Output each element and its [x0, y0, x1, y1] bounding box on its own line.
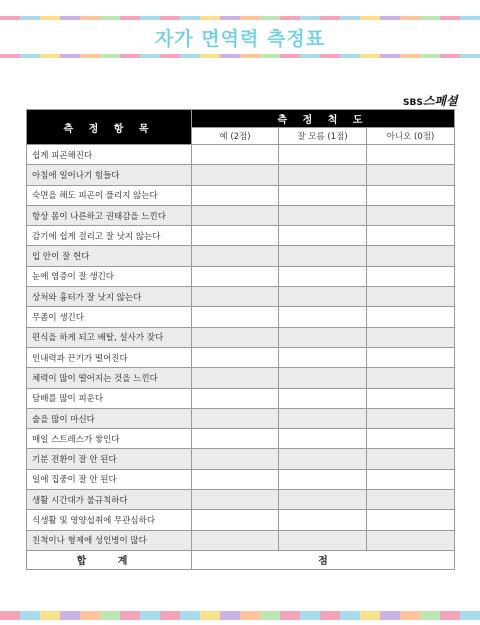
- answer-cell-yes[interactable]: [192, 246, 279, 266]
- logo-script: 스페셜: [422, 94, 458, 108]
- answer-cell-no[interactable]: [367, 246, 455, 266]
- checklist-item-label: 아침에 일어나기 힘들다: [27, 165, 192, 185]
- stripe-segment: [360, 611, 380, 620]
- stripe-segment: [60, 611, 80, 620]
- stripe-segment: [20, 611, 40, 620]
- stripe-segment: [260, 54, 280, 58]
- stripe-segment: [440, 54, 460, 58]
- stripe-segment: [60, 54, 80, 58]
- answer-cell-yes[interactable]: [192, 429, 279, 449]
- stripe-segment: [320, 611, 340, 620]
- stripe-segment: [380, 611, 400, 620]
- answer-cell-no[interactable]: [367, 469, 455, 489]
- stripe-segment: [320, 16, 340, 20]
- answer-cell-unsure[interactable]: [279, 469, 367, 489]
- bottom-color-stripe: [0, 611, 480, 620]
- answer-cell-no[interactable]: [367, 327, 455, 347]
- stripe-segment: [340, 16, 360, 20]
- answer-cell-no[interactable]: [367, 368, 455, 388]
- answer-cell-unsure[interactable]: [279, 205, 367, 225]
- checklist-item-label: 매일 스트레스가 쌓인다: [27, 429, 192, 449]
- stripe-segment: [80, 16, 100, 20]
- stripe-segment: [220, 54, 240, 58]
- checklist-item-label: 감기에 쉽게 걸리고 잘 낫지 않는다: [27, 226, 192, 246]
- stripe-segment: [200, 611, 220, 620]
- stripe-segment: [460, 16, 480, 20]
- stripe-segment: [460, 611, 480, 620]
- table-row: [27, 469, 455, 489]
- scale-unsure-header: 잘 모름 (1점): [279, 128, 367, 145]
- stripe-segment: [440, 16, 460, 20]
- answer-cell-no[interactable]: [367, 205, 455, 225]
- stripe-segment: [80, 611, 100, 620]
- stripe-segment: [420, 16, 440, 20]
- stripe-segment: [0, 54, 20, 58]
- stripe-segment: [300, 54, 320, 58]
- stripe-segment: [400, 611, 420, 620]
- answer-cell-unsure[interactable]: [279, 165, 367, 185]
- checklist-item-label: 무좀이 생긴다: [27, 307, 192, 327]
- checklist-item-label: 식생활 및 영양섭취에 무관심하다: [27, 510, 192, 530]
- stripe-segment: [180, 54, 200, 58]
- answer-cell-yes[interactable]: [192, 185, 279, 205]
- answer-cell-yes[interactable]: [192, 165, 279, 185]
- table-row: [27, 347, 455, 367]
- stripe-segment: [360, 16, 380, 20]
- answer-cell-unsure[interactable]: [279, 145, 367, 165]
- answer-cell-unsure[interactable]: [279, 347, 367, 367]
- answer-cell-yes[interactable]: [192, 226, 279, 246]
- stripe-segment: [120, 611, 140, 620]
- answer-cell-unsure[interactable]: [279, 287, 367, 307]
- stripe-segment: [100, 16, 120, 20]
- stripe-segment: [20, 16, 40, 20]
- answer-cell-unsure[interactable]: [279, 388, 367, 408]
- answer-cell-no[interactable]: [367, 408, 455, 428]
- stripe-segment: [420, 54, 440, 58]
- answer-cell-unsure[interactable]: [279, 246, 367, 266]
- stripe-segment: [260, 16, 280, 20]
- stripe-segment: [360, 54, 380, 58]
- checklist-item-label: 쉽게 피곤해진다: [27, 145, 192, 165]
- checklist-item-label: 숙면을 해도 피곤이 풀리지 않는다: [27, 185, 192, 205]
- stripe-segment: [220, 611, 240, 620]
- answer-cell-unsure[interactable]: [279, 449, 367, 469]
- answer-cell-no[interactable]: [367, 388, 455, 408]
- answer-cell-yes[interactable]: [192, 469, 279, 489]
- answer-cell-no[interactable]: [367, 287, 455, 307]
- answer-cell-yes[interactable]: [192, 510, 279, 530]
- answer-cell-unsure[interactable]: [279, 490, 367, 510]
- stripe-segment: [340, 54, 360, 58]
- checklist-item-label: 항상 몸이 나른하고 권태감을 느낀다: [27, 205, 192, 225]
- answer-cell-no[interactable]: [367, 226, 455, 246]
- stripe-segment: [60, 16, 80, 20]
- stripe-segment: [400, 54, 420, 58]
- stripe-segment: [440, 611, 460, 620]
- checklist-item-label: 일에 집중이 잘 안 된다: [27, 469, 192, 489]
- table-row: [27, 246, 455, 266]
- checklist-item-label: 인내력과 끈기가 떨어진다: [27, 347, 192, 367]
- table-row: [27, 226, 455, 246]
- answer-cell-unsure[interactable]: [279, 327, 367, 347]
- table-row: [27, 530, 455, 550]
- answer-cell-unsure[interactable]: [279, 307, 367, 327]
- stripe-segment: [140, 611, 160, 620]
- top-color-stripe-lower: [0, 54, 480, 58]
- stripe-segment: [180, 611, 200, 620]
- answer-cell-yes[interactable]: [192, 145, 279, 165]
- answer-cell-no[interactable]: [367, 490, 455, 510]
- answer-cell-yes[interactable]: [192, 307, 279, 327]
- table-row: [27, 185, 455, 205]
- table-row: [27, 490, 455, 510]
- checklist-item-label: 기분 전환이 잘 안 된다: [27, 449, 192, 469]
- checklist-rows: [27, 145, 455, 551]
- scale-yes-header: 예 (2점): [192, 128, 279, 145]
- scale-column-header: 측 정 척 도: [192, 110, 455, 128]
- stripe-segment: [160, 611, 180, 620]
- table-row: [27, 510, 455, 530]
- answer-cell-yes[interactable]: [192, 449, 279, 469]
- stripe-segment: [180, 16, 200, 20]
- answer-cell-yes[interactable]: [192, 490, 279, 510]
- stripe-segment: [320, 54, 340, 58]
- answer-cell-no[interactable]: [367, 449, 455, 469]
- answer-cell-yes[interactable]: [192, 266, 279, 286]
- stripe-segment: [280, 611, 300, 620]
- table-row: [27, 388, 455, 408]
- answer-cell-yes[interactable]: [192, 205, 279, 225]
- table-row: [27, 307, 455, 327]
- stripe-segment: [280, 16, 300, 20]
- stripe-segment: [400, 16, 420, 20]
- logo-brand: SBS: [403, 98, 423, 108]
- answer-cell-yes[interactable]: [192, 287, 279, 307]
- item-column-header: 측 정 항 목: [27, 110, 192, 145]
- stripe-segment: [300, 16, 320, 20]
- answer-cell-no[interactable]: [367, 165, 455, 185]
- table-row: [27, 449, 455, 469]
- stripe-segment: [0, 16, 20, 20]
- checklist-item-label: 술을 많이 마신다: [27, 408, 192, 428]
- answer-cell-no[interactable]: [367, 530, 455, 550]
- sbs-special-logo: [403, 92, 458, 109]
- stripe-segment: [140, 54, 160, 58]
- stripe-segment: [200, 16, 220, 20]
- total-score-cell[interactable]: 점: [192, 550, 455, 569]
- stripe-segment: [220, 16, 240, 20]
- checklist-item-label: 눈에 염증이 잘 생긴다: [27, 266, 192, 286]
- checklist-item-label: 입 안이 잘 헌다: [27, 246, 192, 266]
- top-color-stripe: [0, 16, 480, 20]
- answer-cell-unsure[interactable]: [279, 266, 367, 286]
- stripe-segment: [40, 16, 60, 20]
- answer-cell-unsure[interactable]: [279, 530, 367, 550]
- answer-cell-no[interactable]: [367, 510, 455, 530]
- answer-cell-unsure[interactable]: [279, 408, 367, 428]
- stripe-segment: [300, 611, 320, 620]
- immunity-checklist-table: [26, 109, 455, 570]
- scale-no-header: 아니오 (0점): [367, 128, 455, 145]
- checklist-item-label: 편식을 하게 되고 배탈, 설사가 잦다: [27, 327, 192, 347]
- answer-cell-no[interactable]: [367, 429, 455, 449]
- answer-cell-unsure[interactable]: [279, 510, 367, 530]
- table-row: [27, 266, 455, 286]
- checklist-item-label: 상처와 흉터가 잘 낫지 않는다: [27, 287, 192, 307]
- stripe-segment: [460, 54, 480, 58]
- stripe-segment: [100, 611, 120, 620]
- table-row: [27, 327, 455, 347]
- table-row: [27, 205, 455, 225]
- answer-cell-no[interactable]: [367, 185, 455, 205]
- total-label: 합 계: [27, 550, 192, 569]
- table-row: [27, 368, 455, 388]
- stripe-segment: [240, 16, 260, 20]
- answer-cell-unsure[interactable]: [279, 185, 367, 205]
- table-row: [27, 145, 455, 165]
- checklist-item-label: 체력이 많이 떨어지는 것을 느낀다: [27, 368, 192, 388]
- stripe-segment: [120, 54, 140, 58]
- table-row: [27, 165, 455, 185]
- stripe-segment: [380, 16, 400, 20]
- answer-cell-yes[interactable]: [192, 388, 279, 408]
- checklist-item-label: 담배를 많이 피운다: [27, 388, 192, 408]
- answer-cell-no[interactable]: [367, 307, 455, 327]
- answer-cell-yes[interactable]: [192, 368, 279, 388]
- stripe-segment: [240, 54, 260, 58]
- stripe-segment: [0, 611, 20, 620]
- answer-cell-yes[interactable]: [192, 327, 279, 347]
- stripe-segment: [280, 54, 300, 58]
- stripe-segment: [140, 16, 160, 20]
- stripe-segment: [120, 16, 140, 20]
- stripe-segment: [80, 54, 100, 58]
- stripe-segment: [160, 16, 180, 20]
- table-row: [27, 408, 455, 428]
- answer-cell-unsure[interactable]: [279, 368, 367, 388]
- answer-cell-no[interactable]: [367, 266, 455, 286]
- stripe-segment: [200, 54, 220, 58]
- answer-cell-unsure[interactable]: [279, 226, 367, 246]
- stripe-segment: [100, 54, 120, 58]
- stripe-segment: [260, 611, 280, 620]
- stripe-segment: [420, 611, 440, 620]
- answer-cell-no[interactable]: [367, 347, 455, 367]
- table-row: [27, 287, 455, 307]
- stripe-segment: [40, 611, 60, 620]
- checklist-item-label: 생활 시간대가 불규칙하다: [27, 490, 192, 510]
- answer-cell-yes[interactable]: [192, 347, 279, 367]
- stripe-segment: [40, 54, 60, 58]
- stripe-segment: [160, 54, 180, 58]
- stripe-segment: [380, 54, 400, 58]
- page-title: 자가 면역력 측정표: [154, 28, 326, 50]
- answer-cell-no[interactable]: [367, 145, 455, 165]
- stripe-segment: [340, 611, 360, 620]
- table-row: [27, 429, 455, 449]
- stripe-segment: [240, 611, 260, 620]
- answer-cell-yes[interactable]: [192, 408, 279, 428]
- stripe-segment: [20, 54, 40, 58]
- answer-cell-unsure[interactable]: [279, 429, 367, 449]
- answer-cell-yes[interactable]: [192, 530, 279, 550]
- checklist-item-label: 친척이나 형제에 성인병이 많다: [27, 530, 192, 550]
